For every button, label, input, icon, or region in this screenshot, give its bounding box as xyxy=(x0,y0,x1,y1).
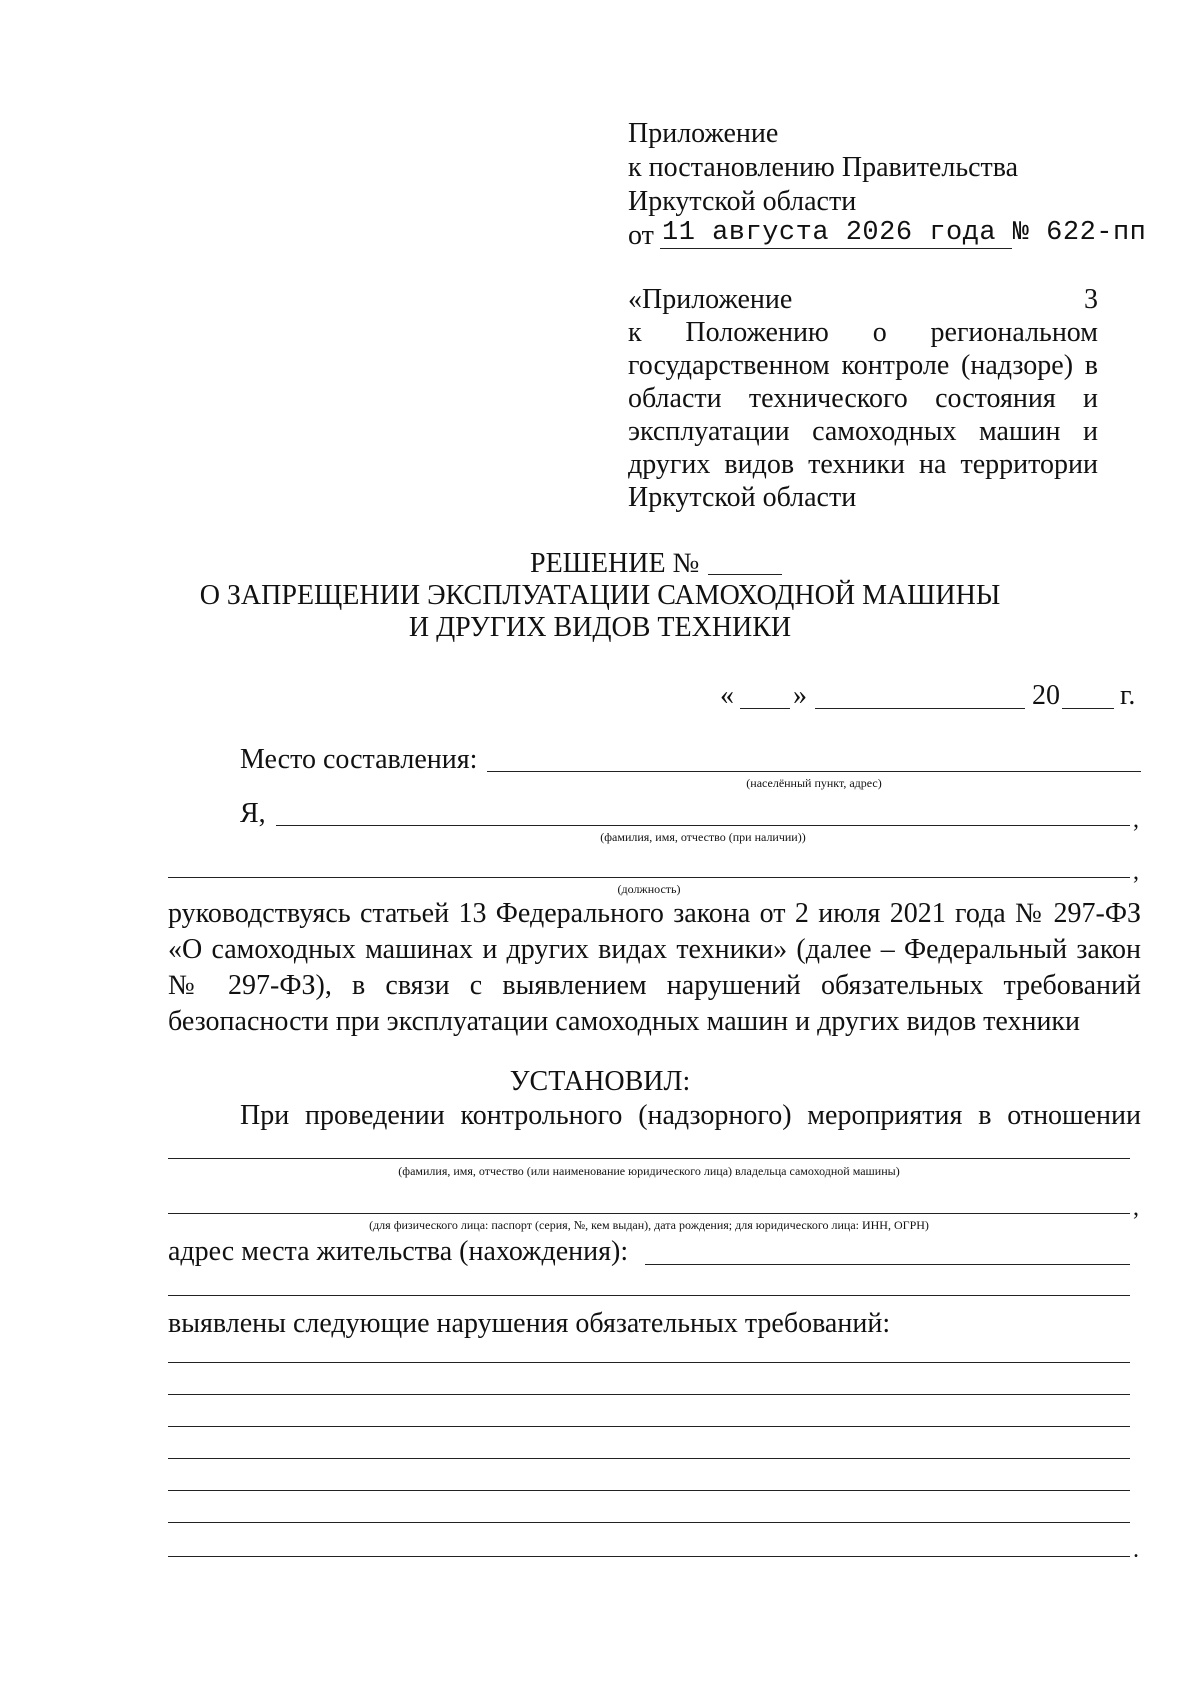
inspector-position-hint: (должность) xyxy=(617,882,681,896)
established-intro: При проведении контрольного (надзорного) мероприятия в отношении xyxy=(240,1100,1141,1131)
violations-label: выявлены следующие нарушения обязательных требований: xyxy=(168,1308,891,1339)
place-field[interactable] xyxy=(487,771,1141,772)
day-field[interactable] xyxy=(740,708,790,709)
body-line: «О самоходных машинах и других видах техники» (далее – Федеральный закон xyxy=(168,934,1141,965)
decision-number-field[interactable] xyxy=(708,574,782,575)
owner-field[interactable] xyxy=(168,1158,1130,1159)
year-prefix: 20 xyxy=(1032,680,1060,711)
document-title-line2: И ДРУГИХ ВИДОВ ТЕХНИКИ xyxy=(408,612,792,643)
document-title: О ЗАПРЕЩЕНИИ ЭКСПЛУАТАЦИИ САМОХОДНОЙ МАШИНЫ xyxy=(199,580,1001,611)
violation-line[interactable] xyxy=(168,1458,1130,1459)
body-line: руководствуясь статьей 13 Федерального закона от 2 июля 2021 года № 297-ФЗ xyxy=(168,898,1141,929)
violations-period: . xyxy=(1133,1537,1139,1563)
address-label: адрес места жительства (нахождения): xyxy=(168,1236,629,1267)
address-field-continued[interactable] xyxy=(168,1295,1130,1296)
place-label: Место составления: xyxy=(240,744,478,775)
body-line: № 297-ФЗ), в связи с выявлением нарушений обязательных требований xyxy=(168,970,1141,1001)
header-date-value: 11 августа 2026 года № 622-пп xyxy=(662,218,1147,248)
header-region-line: Иркутской области xyxy=(628,186,857,217)
place-hint: (населённый пункт, адрес) xyxy=(746,776,882,790)
header-appendix-label: Приложение xyxy=(628,118,779,149)
violation-line[interactable] xyxy=(168,1490,1130,1491)
inspector-position-field[interactable] xyxy=(168,877,1130,878)
violation-line[interactable] xyxy=(168,1394,1130,1395)
appendix-line: других видов техники на территории xyxy=(628,449,1098,480)
body-line: безопасности при эксплуатации самоходных машин и других видов техники xyxy=(168,1006,1081,1037)
inspector-name-field[interactable] xyxy=(276,825,1130,826)
owner-hint: (фамилия, имя, отчество (или наименование юридического лица) владельца самоходной машины) xyxy=(398,1164,900,1178)
header-date-underline xyxy=(660,248,1012,249)
appendix-line: области технического состояния и xyxy=(628,383,1098,414)
year-suffix: г. xyxy=(1120,680,1136,711)
owner-id-hint: (для физического лица: паспорт (серия, №, кем выдан), дата рождения; для юридического лица: ИНН, ОГРН) xyxy=(369,1218,929,1232)
violation-line[interactable] xyxy=(168,1556,1130,1557)
inspector-label: Я, xyxy=(240,798,266,829)
owner-id-field[interactable] xyxy=(168,1213,1130,1214)
header-resolution-line: к постановлению Правительства xyxy=(628,152,1019,183)
inspector-name-hint: (фамилия, имя, отчество (при наличии)) xyxy=(600,830,806,844)
appendix-line: государственном контроле (надзоре) в xyxy=(628,350,1098,381)
owner-id-comma: , xyxy=(1133,1195,1139,1221)
established-heading: УСТАНОВИЛ: xyxy=(509,1066,691,1097)
month-field[interactable] xyxy=(815,708,1025,709)
decision-number-label: РЕШЕНИЕ № xyxy=(530,548,700,579)
violation-line[interactable] xyxy=(168,1362,1130,1363)
date-close-quote: » xyxy=(793,680,807,711)
inspector-comma: , xyxy=(1133,807,1139,833)
appendix-line: «Приложение 3 xyxy=(628,284,1098,315)
appendix-line: к Положению о региональном xyxy=(628,317,1098,348)
position-comma: , xyxy=(1133,859,1139,885)
header-date-prefix: от xyxy=(628,220,654,251)
year-field[interactable] xyxy=(1062,708,1114,709)
date-open-quote: « xyxy=(720,680,734,711)
violation-line[interactable] xyxy=(168,1522,1130,1523)
appendix-line: эксплуатации самоходных машин и xyxy=(628,416,1098,447)
address-field[interactable] xyxy=(645,1264,1130,1265)
violation-line[interactable] xyxy=(168,1426,1130,1427)
appendix-line: Иркутской области xyxy=(628,482,857,513)
